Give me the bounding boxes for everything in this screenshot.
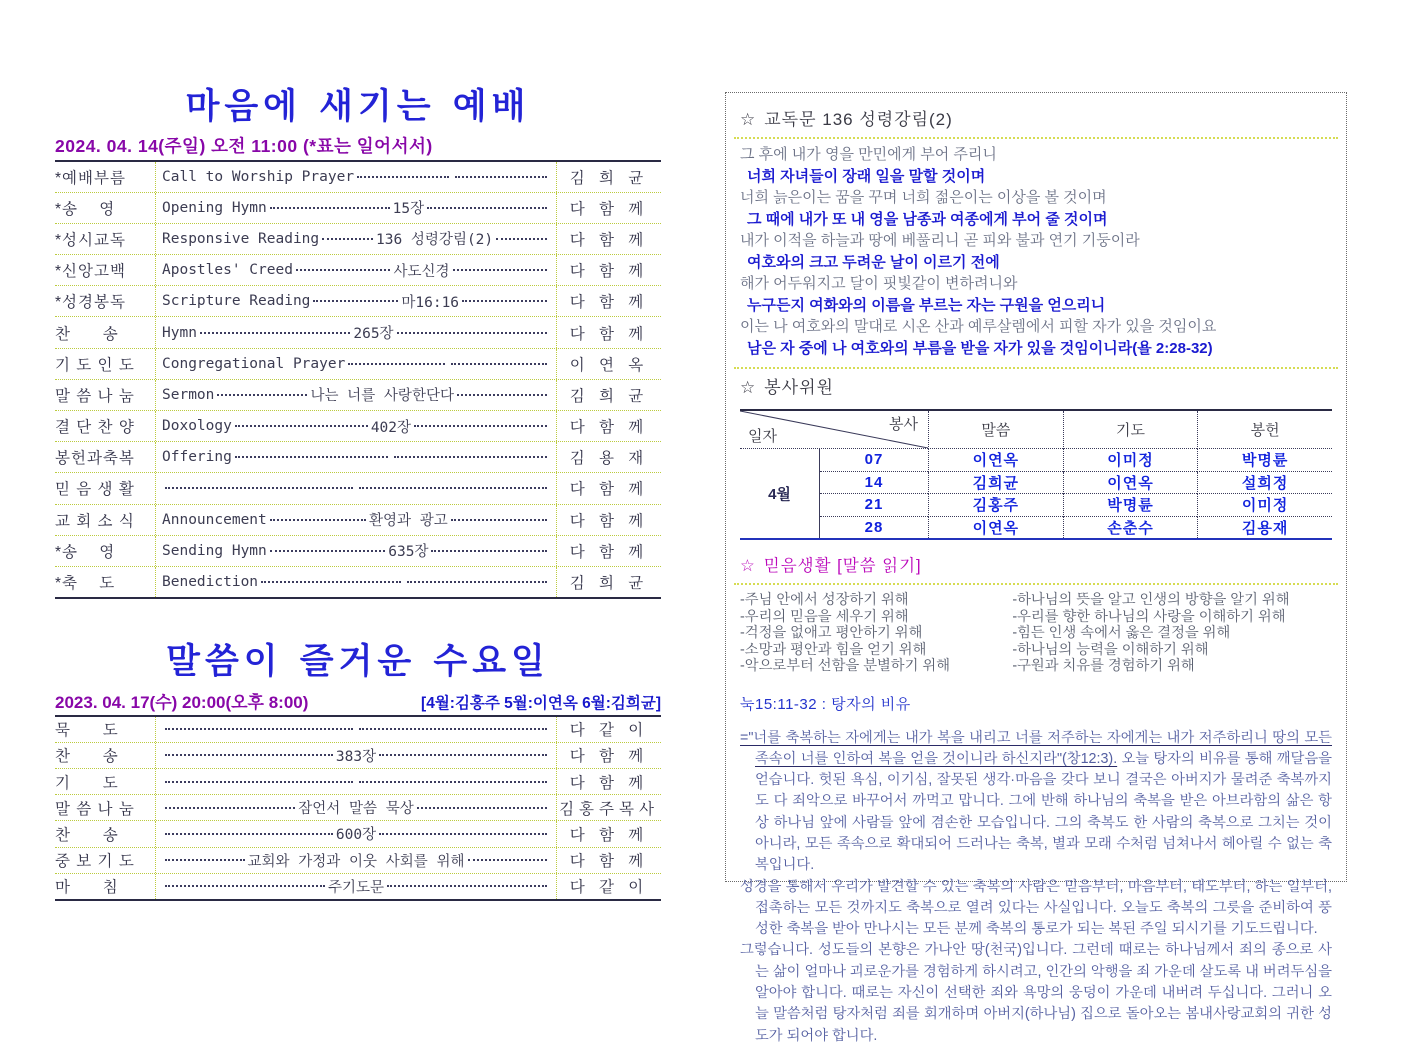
dot-leader: [414, 425, 547, 427]
table-row: [55, 380, 661, 411]
order-content: [155, 473, 557, 503]
dot-leader: [427, 207, 547, 209]
order-label: *성시교독: [55, 231, 126, 249]
order-label: 묵 도: [55, 722, 119, 740]
servant-cell: 이연옥: [1063, 472, 1198, 495]
reading-line: 너희 늙은이는 꿈을 꾸며 너희 젊은이는 이상을 볼 것이며: [740, 189, 1107, 206]
order-person: 다 함 께: [569, 200, 649, 218]
dot-leader: [407, 581, 547, 583]
wednesday-section: [55, 643, 661, 901]
order-content: Responsive Reading 136 성령강림(2): [155, 224, 557, 254]
header-service: 봉사: [889, 416, 918, 433]
table-row: [55, 717, 661, 743]
dot-leader: [379, 754, 547, 756]
order-content: [155, 769, 557, 794]
order-label: 봉헌과축복: [55, 450, 135, 468]
announcements-panel: [725, 92, 1347, 1044]
sunday-worship-title: 마음에 새기는 예배: [185, 86, 531, 127]
reading-line: 누구든지 여화와의 이름을 부르는 자는 구원을 얻으리니: [747, 296, 1106, 314]
dot-leader: [200, 332, 350, 334]
reading-line: 그 후에 내가 영을 만민에게 부어 주리니: [740, 146, 997, 163]
month-cell: 4월: [740, 449, 820, 538]
order-content: Congregational Prayer: [155, 349, 557, 379]
servant-cell: 김홍주: [928, 494, 1063, 517]
order-content: Scripture Reading 마16:16: [155, 286, 557, 316]
sermon-meditation-text: [738, 728, 1334, 1047]
dot-leader: [451, 519, 547, 521]
servant-cell: 이미정: [1197, 494, 1332, 517]
order-person: 다 함 께: [569, 294, 649, 312]
header-date: 일자: [748, 428, 777, 445]
dot-leader: [457, 394, 547, 396]
order-person: 다 같 이: [569, 722, 649, 740]
order-content: Hymn 265장: [155, 317, 557, 347]
list-item: -주님 안에서 성장하기 위해: [740, 592, 909, 608]
responsive-reading-text: [738, 139, 1334, 367]
list-item: -힘든 인생 속에서 옳은 결정을 위해: [1012, 625, 1231, 641]
order-content: Sending Hymn 635장: [155, 536, 557, 566]
order-content: Doxology 402장: [155, 411, 557, 441]
order-content: Announcement 환영과 광고: [155, 505, 557, 535]
dot-leader: [322, 238, 373, 240]
order-label: 중 보 기 도: [55, 853, 135, 871]
reading-line: 여호와의 크고 두려운 날이 이르기 전에: [747, 253, 1000, 271]
servant-cell: 이연옥: [928, 449, 1063, 472]
servant-cell: 김희균: [928, 472, 1063, 495]
table-row: [55, 193, 661, 224]
order-person: 김홍주목사: [559, 800, 659, 818]
faith-life-list: [738, 585, 1334, 677]
list-item: -구원과 치유를 경험하기 위해: [1012, 658, 1195, 674]
sunday-dateline: 2024. 04. 14(주일) 오전 11:00 (*표는 일어서서): [55, 135, 433, 156]
wednesday-leaders-note: [4월:김홍주 5월:이연옥 6월:김희균]: [421, 694, 661, 712]
table-row: [55, 505, 661, 536]
order-content: Sermon 나는 너를 사랑한단다: [155, 380, 557, 410]
paragraph: ="너를 축복하는 자에게는 내가 복을 내리고 너를 저주하는 자에게는 내가 저주하리니 땅의 모든 족속이 너를 인하여 복을 얻을 것이니라 하신지라"(창12:3). 오늘 탕자의 비유를 통해 깨달음을 얻습니다. 헛된 욕심, 이기심, 잘못된 생각·마음을 갖다 보니 결국은 아버지가 물려준 축복까지도 다 죄악으로 바꾸어서 까먹고 맙니다. 그에 반해 하나님의 축복을 받은 아브라함의 삶은 항상 하나님 앞에 사람들 앞에 겸손한 모습입니다. 그의 축복도 한 사람의 축복으로 그치는 것이 아니라, 모든 족속으로 확대되어 드러나는 축복, 별과 모래 수처럼 넘쳐나서 헤아릴 수 없는 축복입니다.: [740, 729, 1332, 874]
dot-leader: [165, 781, 353, 783]
responsive-reading-heading: ☆ 교독문 136 성령강림(2): [740, 110, 953, 129]
servants-table: [740, 409, 1332, 540]
dot-leader: [217, 394, 307, 396]
column-header: 기도: [1063, 411, 1198, 449]
dot-leader: [165, 859, 245, 861]
table-row: [55, 162, 661, 193]
order-label: 기 도: [55, 774, 119, 792]
star-icon: ☆: [740, 557, 756, 575]
order-person: 김 희 균: [569, 387, 649, 405]
order-person: 다 함 께: [569, 774, 649, 792]
dot-leader: [451, 363, 547, 365]
order-person: 다 함 께: [569, 231, 649, 249]
dot-leader: [165, 487, 353, 489]
servant-cell: 김용재: [1197, 517, 1332, 539]
order-label: *신앙고백: [55, 263, 126, 281]
order-person: 다 함 께: [569, 481, 649, 499]
list-item: -우리의 믿음을 세우기 위해: [740, 608, 909, 625]
dot-leader: [455, 176, 547, 178]
table-row: [55, 473, 661, 504]
dot-leader: [359, 781, 547, 783]
star-icon: ☆: [740, 378, 757, 397]
order-person: 이 연 옥: [569, 356, 649, 374]
column-header: 봉헌: [1197, 411, 1332, 449]
order-content: Benediction: [155, 567, 557, 597]
reading-line: 그 때에 내가 또 내 영을 남종과 여종에게 부어 줄 것이며: [747, 210, 1108, 228]
dot-leader: [462, 300, 547, 302]
dot-leader: [357, 176, 449, 178]
order-content: 600장: [155, 821, 557, 846]
order-person: 다 함 께: [569, 325, 649, 343]
dot-leader: [453, 269, 548, 271]
order-person: 다 함 께: [569, 543, 649, 561]
star-icon: ☆: [740, 110, 757, 129]
dot-leader: [270, 550, 386, 552]
order-label: 믿 음 생 활: [55, 481, 135, 499]
table-row: [55, 255, 661, 286]
dot-leader: [397, 332, 547, 334]
order-label: 찬 송: [55, 826, 119, 844]
order-label: 말 씀 나 눔: [55, 800, 135, 818]
list-item: -악으로부터 선함을 분별하기 위해: [740, 658, 951, 674]
servant-cell: 이연옥: [928, 517, 1063, 539]
dot-leader: [313, 300, 398, 302]
table-row: [55, 317, 661, 348]
table-row: [55, 536, 661, 567]
order-content: [155, 717, 557, 742]
order-label: *송 영: [55, 543, 116, 561]
table-row: [55, 821, 661, 847]
sunday-bulletin-page: [55, 88, 661, 901]
dot-leader: [359, 728, 547, 730]
dot-leader: [296, 269, 391, 271]
dot-leader: [394, 456, 547, 458]
order-content: Opening Hymn 15장: [155, 193, 557, 223]
wednesday-worship-table: [55, 715, 661, 901]
dot-leader: [235, 456, 388, 458]
order-content: Offering: [155, 442, 557, 472]
reading-line: 남은 자 중에 나 여호와의 부름을 받을 자가 있을 것임이니라(욜 2:28-32): [747, 339, 1213, 357]
servant-cell: 이미정: [1063, 449, 1198, 472]
wednesday-dateline: [55, 688, 661, 713]
column-header: 말씀: [928, 411, 1063, 449]
order-person: 다 같 이: [569, 879, 649, 897]
order-person: 다 함 께: [569, 853, 649, 871]
reading-line: 해가 어두워지고 달이 핏빛같이 변하려니와: [740, 275, 1018, 292]
order-person: 김 희 균: [569, 169, 649, 187]
dot-leader: [165, 833, 333, 835]
servant-cell: 손춘수: [1063, 517, 1198, 539]
dot-leader: [431, 550, 547, 552]
order-person: 다 함 께: [569, 419, 649, 437]
order-person: 다 함 께: [569, 512, 649, 530]
order-person: 김 용 재: [569, 450, 649, 468]
table-row: [55, 442, 661, 473]
order-label: 마 침: [55, 879, 119, 897]
order-label: *성경봉독: [55, 294, 126, 312]
order-person: 다 함 께: [569, 748, 649, 766]
table-row: [55, 848, 661, 874]
order-person: 다 함 께: [569, 263, 649, 281]
dot-leader: [496, 238, 547, 240]
dot-leader: [165, 807, 295, 809]
wednesday-title: 말씀이 즐거운 수요일: [166, 641, 550, 683]
order-label: 찬 송: [55, 748, 119, 766]
order-person: 김 희 균: [569, 575, 649, 593]
date-cell: 21: [820, 494, 928, 517]
order-content: 잠언서 말씀 묵상: [155, 795, 557, 820]
date-cell: 07: [820, 449, 928, 472]
table-row: [55, 567, 661, 597]
dot-leader: [348, 363, 444, 365]
paragraph: 그렇습니다. 성도들의 본향은 가나안 땅(천국)입니다. 그런데 때로는 하나님께서 죄의 종으로 사는 삶이 얼마나 괴로운가를 경험하게 하시려고, 인간의 악행을 죄 가운데 살도록 내 버려두심을 알아야 합니다. 때로는 자신이 선택한 죄와 욕망의 웅덩이 가운데 내버려 두십니다. 그러니 오늘 말씀처럼 탕자처럼 죄를 회개하며 아버지(하나님) 집으로 돌아오는 봄내사랑교회의 귀한 성도가 되어야 합니다.: [740, 942, 1332, 1044]
dot-leader: [270, 519, 366, 521]
table-row: [55, 769, 661, 795]
sermon-passage-title: 눅15:11-32 : 탕자의 비유: [740, 695, 911, 713]
servant-cell: 설희정: [1197, 472, 1332, 495]
dot-leader: [387, 885, 547, 887]
table-row: [55, 743, 661, 769]
order-content: Call to Worship Prayer: [155, 162, 557, 192]
dot-leader: [468, 859, 548, 861]
dot-leader: [379, 833, 547, 835]
table-row: [55, 795, 661, 821]
sunday-worship-table: [55, 160, 661, 600]
order-content: 교회와 가정과 이웃 사회를 위해: [155, 848, 557, 873]
dot-leader: [165, 728, 353, 730]
servant-cell: 박명륜: [1063, 494, 1198, 517]
reading-line: 내가 이적을 하늘과 땅에 베풀리니 곧 피와 불과 연기 기둥이라: [740, 232, 1140, 249]
paragraph: 성경을 통해서 우리가 발견할 수 있는 축복의 사람은 믿음부터, 마음부터, 태도부터, 하는 일부터, 접촉하는 모든 것까지도 축복으로 열려 있다는 사실입니다. 오늘도 축복의 그릇을 준비하여 풍성한 축복을 받아 만나시는 모든 분께 축복의 통로가 되는 복된 주일 되시기를 기도드립니다.: [740, 878, 1332, 938]
list-item: -걱정을 없애고 평안하기 위해: [740, 625, 923, 641]
dot-leader: [235, 425, 368, 427]
dot-leader: [359, 487, 547, 489]
list-item: -하나님의 능력을 이해하기 위해: [1012, 641, 1209, 658]
scripture-quote: ="너를 축복하는 자에게는 내가 복을 내리고 너를 저주하는 자에게는 내가 저주하리니 땅의 모든 족속이 너를 인하여 복을 얻을 것이니라 하신지라"(창12:3).: [740, 729, 1332, 767]
order-label: 말 씀 나 눔: [55, 387, 135, 405]
order-content: Apostles' Creed 사도신경: [155, 255, 557, 285]
table-row: [55, 411, 661, 442]
list-item: -소망과 평안과 힘을 얻기 위해: [740, 641, 927, 658]
table-row: [55, 349, 661, 380]
list-item: -하나님의 뜻을 알고 인생의 방향을 알기 위해: [1012, 592, 1290, 608]
order-person: 다 함 께: [569, 826, 649, 844]
dot-leader: [165, 885, 325, 887]
dot-leader: [165, 754, 333, 756]
table-row: [55, 224, 661, 255]
order-label: *예배부름: [55, 169, 126, 187]
order-label: *축 도: [55, 575, 116, 593]
servants-heading: ☆ 봉사위원: [740, 378, 834, 397]
order-label: 찬 송: [55, 325, 119, 343]
table-row: [55, 286, 661, 317]
table-row: [55, 874, 661, 899]
order-label: 결 단 찬 양: [55, 419, 135, 437]
reading-line: 이는 나 여호와의 말대로 시온 산과 예루살렘에서 피할 자가 있을 것임이요: [740, 318, 1217, 335]
dot-leader: [417, 807, 547, 809]
list-item: -우리를 향한 하나님의 사랑을 이해하기 위해: [1012, 608, 1286, 625]
faith-life-heading: ☆ 믿음생활 [말씀 읽기]: [740, 557, 922, 575]
order-label: 교 회 소 식: [55, 512, 135, 530]
wednesday-date: 2023. 04. 17(수) 20:00(오후 8:00): [55, 692, 309, 712]
servant-cell: 박명륜: [1197, 449, 1332, 472]
date-cell: 28: [864, 518, 884, 536]
order-content: 주기도문: [155, 874, 557, 899]
date-cell: 14: [820, 472, 928, 495]
order-label: 기 도 인 도: [55, 356, 135, 374]
order-content: 383장: [155, 743, 557, 768]
diagonal-header-cell: [740, 411, 928, 449]
order-label: *송 영: [55, 200, 116, 218]
reading-line: 너희 자녀들이 장래 일을 말할 것이며: [747, 167, 986, 185]
dot-leader: [270, 207, 390, 209]
dot-leader: [261, 581, 401, 583]
